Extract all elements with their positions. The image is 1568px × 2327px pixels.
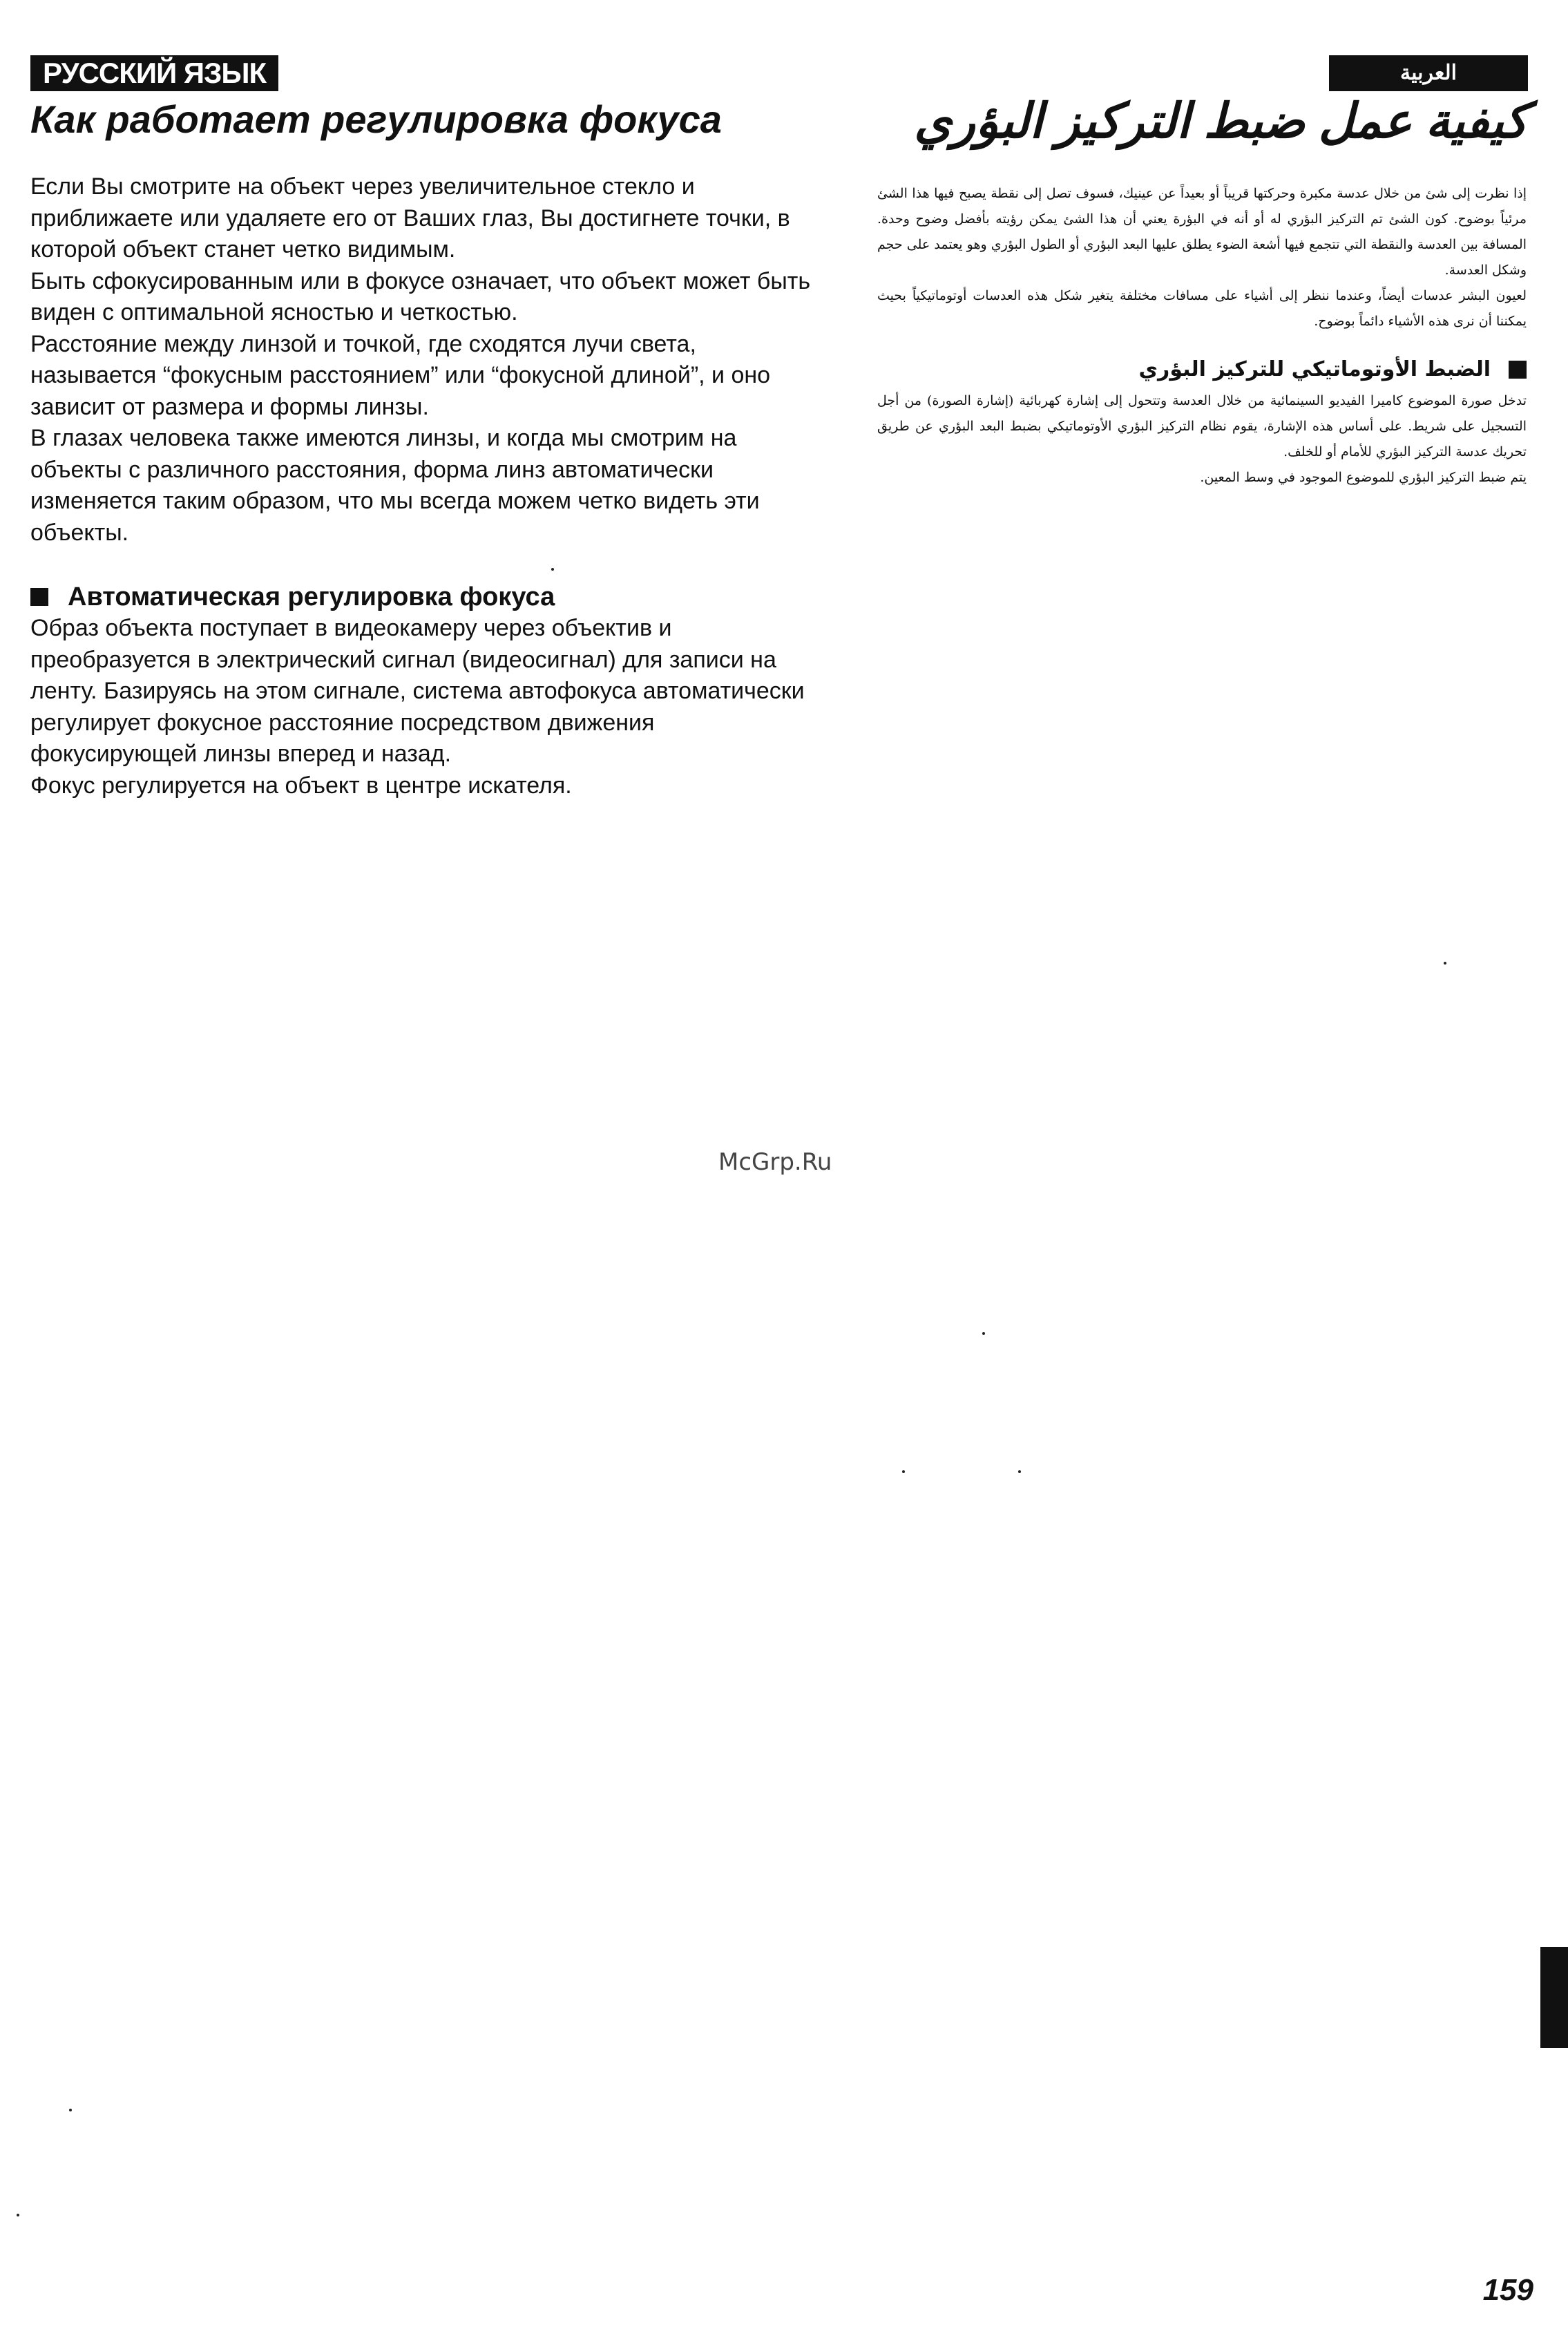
ru-paragraph: Если Вы смотрите на объект через увеличительное стекло и приближаете или удаляете его от Ваших глаз, Вы достигнете точки, в которой объект станет четко видимым.: [30, 173, 790, 263]
watermark-text: McGrp.Ru: [718, 1148, 832, 1176]
ru-paragraph: В глазах человека также имеются линзы, и когда мы смотрим на объекты с различного расстояния, форма линз автоматически изменяется таким образом, что мы всегда можем четко видеть эти объекты.: [30, 425, 760, 546]
ar-section-heading: [877, 354, 1527, 386]
ru-section-title: Автоматическая регулировка фокуса: [68, 582, 555, 611]
scan-speck: [69, 2109, 72, 2111]
scan-speck: [982, 1332, 985, 1335]
ar-paragraph: لعيون البشر عدسات أيضاً، وعندما ننظر إلى أشياء على مسافات مختلفة يتغير شكل هذه العدسات أوتوماتيكياً بحيث يمكننا أن نرى هذه الأشياء دائماً بوضوح.: [877, 288, 1527, 329]
arabic-column: [877, 181, 1527, 491]
page-number: 159: [1482, 2273, 1533, 2307]
square-bullet-icon: [1509, 361, 1527, 379]
ar-section-title: الضبط الأوتوماتيكي للتركيز البؤري: [1138, 357, 1491, 381]
ru-paragraph: Образ объекта поступает в видеокамеру через объектив и преобразуется в электрический сигнал (видеосигнал) для записи на ленту. Базируясь на этом сигнале, система автофокуса автоматически регулирует фокусное расстояние посредством движения фокусирующей линзы вперед и назад.: [30, 615, 805, 767]
ru-paragraph: Фокус регулируется на объект в центре искателя.: [30, 772, 572, 799]
ar-paragraph: تدخل صورة الموضوع كاميرا الفيديو السينمائية من خلال العدسة وتتحول إلى إشارة كهربائية (إشارة الصورة) من أجل التسجيل على شريط. على أساس هذه الإشارة، يقوم نظام التركيز البؤري الأوتوماتيكي بضبط البعد البؤري عن طريق تحريك عدسة التركيز البؤري للأمام أو للخلف.: [877, 393, 1527, 459]
language-tab-arabic: العربية: [1329, 55, 1528, 91]
section-spacer: [30, 549, 811, 581]
scan-speck: [902, 1470, 905, 1473]
scan-speck: [17, 2214, 19, 2216]
ru-section-heading: [30, 581, 811, 613]
scan-speck: [1444, 962, 1446, 965]
ru-paragraph: Расстояние между линзой и точкой, где сходятся лучи света, называется “фокусным расстоянием” или “фокусной длиной”, и оно зависит от размера и формы линзы.: [30, 330, 771, 420]
page-title-russian: Как работает регулировка фокуса: [30, 97, 722, 141]
russian-column: [30, 171, 811, 801]
language-tab-russian: РУССКИЙ ЯЗЫК: [30, 55, 278, 91]
ar-paragraph: يتم ضبط التركيز البؤري للموضوع الموجود في وسط المعين.: [1200, 470, 1527, 485]
square-bullet-icon: [30, 588, 48, 606]
scan-speck: [1018, 1470, 1021, 1473]
scan-speck: [551, 568, 554, 571]
ru-paragraph: Быть сфокусированным или в фокусе означает, что объект может быть виден с оптимальной ясностью и четкостью.: [30, 267, 811, 325]
ar-paragraph: إذا نظرت إلى شئ من خلال عدسة مكبرة وحركتها قريباً أو بعيداً عن عينيك، فسوف تصل إلى نقطة يصبح فيها هذا الشئ مرئياً بوضوح. كون الشئ تم التركيز البؤري له أو أنه في البؤرة يعني أن هذا الشئ يمكن رؤيته بأفضل وضوح وحدة. المسافة بين العدسة والنقطة التي تتجمع فيها أشعة الضوء يطلق عليها البعد البؤري أو الطول البؤري وهو يعتمد على حجم وشكل العدسة.: [877, 186, 1527, 278]
page-title-arabic: كيفية عمل ضبط التركيز البؤري: [914, 94, 1528, 148]
thumb-index-tab: [1540, 1947, 1568, 2048]
